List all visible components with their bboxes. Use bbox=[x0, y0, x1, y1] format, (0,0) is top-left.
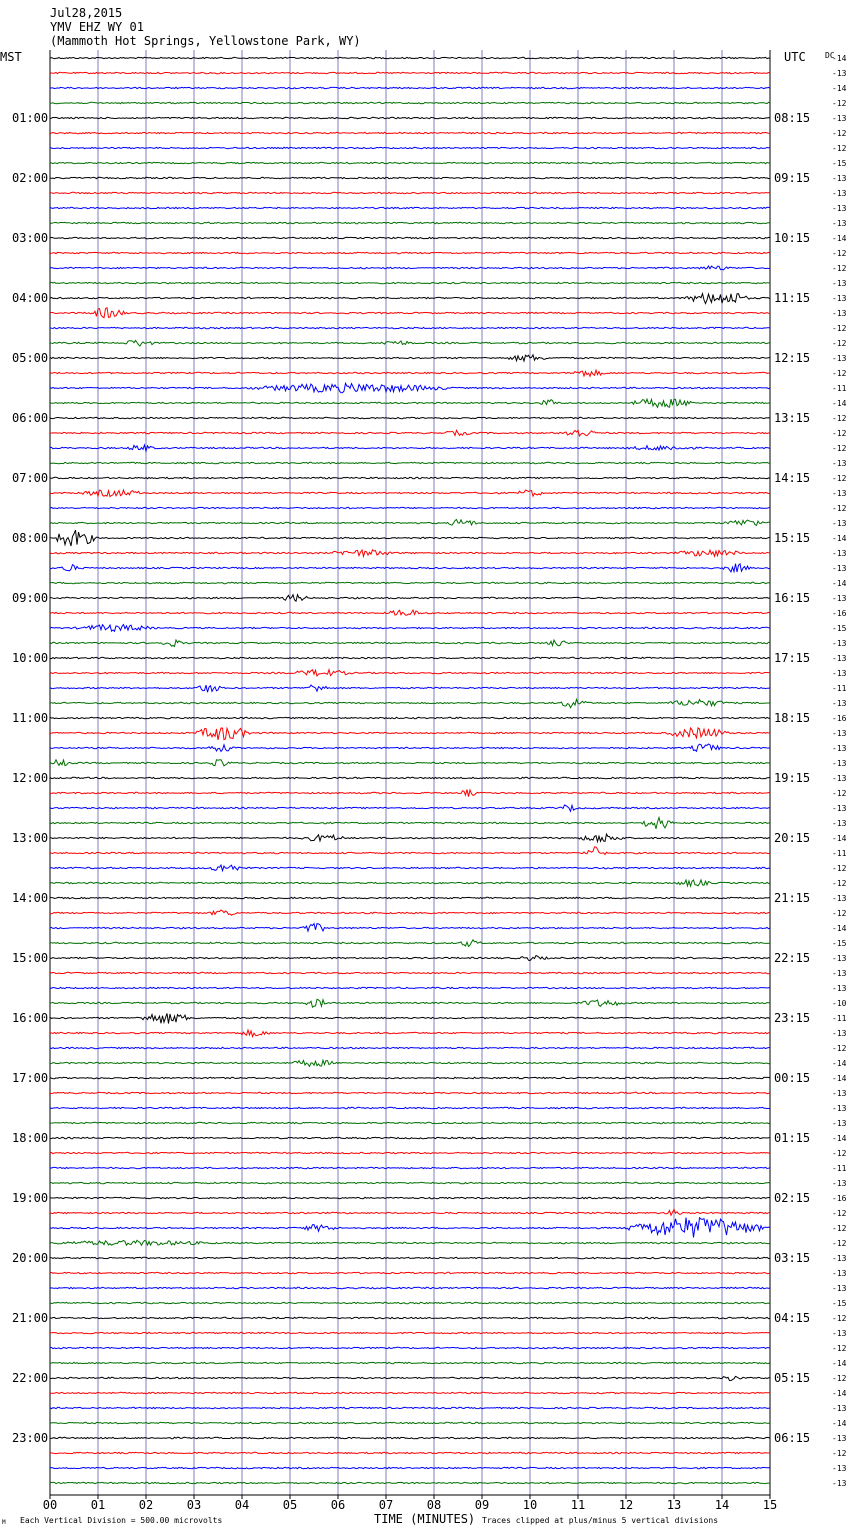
dc-offset-value: -12 bbox=[832, 1149, 847, 1158]
dc-offset-value: -13 bbox=[832, 744, 847, 753]
trace-row-28 bbox=[50, 477, 770, 478]
trace-row-40 bbox=[50, 657, 770, 658]
x-axis-title: TIME (MINUTES) bbox=[374, 1512, 476, 1526]
trace-row-52 bbox=[50, 834, 770, 842]
dc-offset-value: -13 bbox=[832, 1029, 847, 1038]
left-hour-label: 20:00 bbox=[12, 1251, 49, 1265]
trace-row-44 bbox=[50, 717, 770, 718]
right-hour-label: 04:15 bbox=[774, 1311, 811, 1325]
dc-offset-value: -13 bbox=[832, 819, 847, 828]
header-date: Jul28,2015 bbox=[50, 6, 123, 20]
dc-offset-value: -12 bbox=[832, 474, 847, 483]
trace-row-41 bbox=[50, 670, 770, 676]
trace-row-78 bbox=[50, 1218, 770, 1238]
trace-row-60 bbox=[50, 956, 770, 961]
dc-offset-value: -11 bbox=[832, 1014, 847, 1023]
trace-row-94 bbox=[50, 1467, 770, 1468]
x-tick-label: 11 bbox=[570, 1498, 586, 1512]
trace-row-56 bbox=[50, 897, 770, 898]
dc-offset-value: -14 bbox=[832, 54, 847, 63]
trace-row-90 bbox=[50, 1407, 770, 1408]
x-tick-label: 00 bbox=[42, 1498, 58, 1512]
trace-row-18 bbox=[50, 327, 770, 328]
dc-offset-value: -13 bbox=[832, 294, 847, 303]
dc-offset-value: -12 bbox=[832, 429, 847, 438]
trace-row-71 bbox=[50, 1122, 770, 1123]
trace-row-11 bbox=[50, 222, 770, 223]
trace-row-61 bbox=[50, 972, 770, 973]
dc-offset-value: -12 bbox=[832, 264, 847, 273]
x-tick-label: 07 bbox=[378, 1498, 394, 1512]
x-tick-label: 09 bbox=[474, 1498, 490, 1512]
left-hour-label: 05:00 bbox=[12, 351, 49, 365]
trace-row-39 bbox=[50, 640, 770, 646]
x-tick-label: 01 bbox=[90, 1498, 106, 1512]
dc-offset-value: -11 bbox=[832, 849, 847, 858]
dc-offset-value: -12 bbox=[832, 129, 847, 138]
right-hour-label: 13:15 bbox=[774, 411, 811, 425]
trace-row-32 bbox=[50, 530, 770, 546]
dc-offset-value: -15 bbox=[832, 159, 847, 168]
trace-row-46 bbox=[50, 744, 770, 752]
dc-offset-value: -14 bbox=[832, 1059, 847, 1068]
dc-offset-value: -13 bbox=[832, 894, 847, 903]
right-hour-label: 23:15 bbox=[774, 1011, 811, 1025]
right-hour-label: 16:15 bbox=[774, 591, 811, 605]
dc-offset-value: -13 bbox=[832, 1119, 847, 1128]
vertical-division-note: Each Vertical Division = 500.00 microvolts bbox=[20, 1516, 223, 1525]
right-hour-label: 05:15 bbox=[774, 1371, 811, 1385]
dc-offset-value: -12 bbox=[832, 1239, 847, 1248]
dc-offset-value: -13 bbox=[832, 1434, 847, 1443]
dc-offset-value: -12 bbox=[832, 1449, 847, 1458]
dc-offset-value: -13 bbox=[832, 1284, 847, 1293]
dc-offset-value: -12 bbox=[832, 1314, 847, 1323]
x-tick-label: 05 bbox=[282, 1498, 298, 1512]
x-tick-label: 08 bbox=[426, 1498, 442, 1512]
trace-row-9 bbox=[50, 192, 770, 193]
trace-row-17 bbox=[50, 308, 770, 318]
dc-offset-value: -13 bbox=[832, 954, 847, 963]
right-hour-label: 14:15 bbox=[774, 471, 811, 485]
trace-row-29 bbox=[50, 490, 770, 497]
dc-offset-value: -13 bbox=[832, 489, 847, 498]
trace-row-30 bbox=[50, 507, 770, 508]
dc-offset-value: -14 bbox=[832, 1134, 847, 1143]
dc-offset-value: -14 bbox=[832, 579, 847, 588]
dc-offset-value: -13 bbox=[832, 519, 847, 528]
trace-row-20 bbox=[50, 355, 770, 361]
trace-row-74 bbox=[50, 1167, 770, 1168]
x-tick-label: 10 bbox=[522, 1498, 538, 1512]
trace-row-43 bbox=[50, 699, 770, 707]
trace-row-95 bbox=[50, 1482, 770, 1483]
trace-row-34 bbox=[50, 564, 770, 572]
trace-row-88 bbox=[50, 1376, 770, 1380]
dc-offset-value: -12 bbox=[832, 789, 847, 798]
header-station: YMV EHZ WY 01 bbox=[50, 20, 144, 34]
trace-rows bbox=[50, 57, 770, 1483]
trace-row-89 bbox=[50, 1392, 770, 1393]
dc-offset-value: -15 bbox=[832, 939, 847, 948]
dc-offset-value: -14 bbox=[832, 1389, 847, 1398]
left-hour-label: 14:00 bbox=[12, 891, 49, 905]
dc-offset-value: -12 bbox=[832, 909, 847, 918]
trace-row-57 bbox=[50, 910, 770, 915]
trace-row-53 bbox=[50, 847, 770, 855]
right-hour-label: 21:15 bbox=[774, 891, 811, 905]
dc-offset-value: -12 bbox=[832, 249, 847, 258]
right-hour-label: 18:15 bbox=[774, 711, 811, 725]
dc-offset-column bbox=[832, 54, 847, 1488]
trace-row-87 bbox=[50, 1362, 770, 1363]
dc-offset-value: -14 bbox=[832, 1074, 847, 1083]
dc-offset-value: -12 bbox=[832, 414, 847, 423]
dc-offset-value: -13 bbox=[832, 984, 847, 993]
minute-gridlines bbox=[50, 50, 770, 1495]
trace-row-3 bbox=[50, 102, 770, 103]
left-hour-label: 02:00 bbox=[12, 171, 49, 185]
trace-row-65 bbox=[50, 1030, 770, 1037]
right-hour-label: 10:15 bbox=[774, 231, 811, 245]
trace-row-50 bbox=[50, 805, 770, 811]
trace-row-5 bbox=[50, 132, 770, 133]
trace-row-48 bbox=[50, 777, 770, 778]
left-hour-label: 10:00 bbox=[12, 651, 49, 665]
left-timezone-label: MST bbox=[0, 50, 22, 64]
x-tick-label: 04 bbox=[234, 1498, 250, 1512]
left-hour-label: 23:00 bbox=[12, 1431, 49, 1445]
trace-row-45 bbox=[50, 728, 770, 740]
dc-offset-value: -13 bbox=[832, 1329, 847, 1338]
dc-offset-value: -12 bbox=[832, 339, 847, 348]
dc-offset-value: -13 bbox=[832, 1179, 847, 1188]
trace-row-27 bbox=[50, 462, 770, 463]
dc-offset-value: -13 bbox=[832, 1104, 847, 1113]
x-tick-label: 03 bbox=[186, 1498, 202, 1512]
trace-row-51 bbox=[50, 818, 770, 829]
dc-offset-value: -13 bbox=[832, 459, 847, 468]
trace-row-73 bbox=[50, 1152, 770, 1153]
dc-offset-value: -11 bbox=[832, 684, 847, 693]
right-hour-label: 02:15 bbox=[774, 1191, 811, 1205]
left-hour-label: 06:00 bbox=[12, 411, 49, 425]
dc-offset-value: -13 bbox=[832, 114, 847, 123]
trace-row-12 bbox=[50, 237, 770, 238]
trace-row-23 bbox=[50, 399, 770, 407]
dc-offset-value: -12 bbox=[832, 879, 847, 888]
right-hour-label: 01:15 bbox=[774, 1131, 811, 1145]
dc-offset-value: -16 bbox=[832, 1194, 847, 1203]
dc-offset-value: -14 bbox=[832, 1419, 847, 1428]
trace-row-16 bbox=[50, 294, 770, 304]
trace-row-37 bbox=[50, 610, 770, 615]
right-hour-label: 06:15 bbox=[774, 1431, 811, 1445]
trace-row-82 bbox=[50, 1287, 770, 1288]
left-hour-label: 03:00 bbox=[12, 231, 49, 245]
dc-offset-value: -13 bbox=[832, 219, 847, 228]
trace-row-8 bbox=[50, 177, 770, 178]
trace-row-92 bbox=[50, 1437, 770, 1438]
dc-offset-value: -13 bbox=[832, 174, 847, 183]
trace-row-25 bbox=[50, 430, 770, 436]
trace-row-86 bbox=[50, 1347, 770, 1348]
left-hour-label: 21:00 bbox=[12, 1311, 49, 1325]
left-hour-label: 22:00 bbox=[12, 1371, 49, 1385]
dc-offset-value: -15 bbox=[832, 624, 847, 633]
dc-offset-value: -14 bbox=[832, 534, 847, 543]
trace-row-72 bbox=[50, 1137, 770, 1138]
right-hour-label: 17:15 bbox=[774, 651, 811, 665]
left-hour-label: 13:00 bbox=[12, 831, 49, 845]
clip-note: Traces clipped at plus/minus 5 vertical divisions bbox=[482, 1516, 719, 1525]
dc-offset-value: -14 bbox=[832, 834, 847, 843]
trace-row-31 bbox=[50, 520, 770, 526]
dc-offset-value: -13 bbox=[832, 309, 847, 318]
trace-row-93 bbox=[50, 1452, 770, 1453]
dc-offset-value: -10 bbox=[832, 999, 847, 1008]
x-axis-ticks bbox=[43, 1495, 777, 1512]
right-hour-label: 20:15 bbox=[774, 831, 811, 845]
dc-offset-value: -12 bbox=[832, 1374, 847, 1383]
corner-mark: M bbox=[2, 1519, 6, 1526]
dc-offset-value: -13 bbox=[832, 699, 847, 708]
dc-offset-value: -13 bbox=[832, 759, 847, 768]
right-hour-label: 00:15 bbox=[774, 1071, 811, 1085]
left-hour-label: 15:00 bbox=[12, 951, 49, 965]
trace-row-70 bbox=[50, 1107, 770, 1108]
trace-row-22 bbox=[50, 383, 770, 392]
left-hour-label: 12:00 bbox=[12, 771, 49, 785]
dc-offset-value: -13 bbox=[832, 1254, 847, 1263]
dc-offset-value: -12 bbox=[832, 864, 847, 873]
dc-offset-value: -12 bbox=[832, 1044, 847, 1053]
trace-row-24 bbox=[50, 417, 770, 418]
dc-offset-value: -16 bbox=[832, 714, 847, 723]
dc-offset-value: -12 bbox=[832, 1224, 847, 1233]
dc-offset-value: -13 bbox=[832, 69, 847, 78]
trace-row-4 bbox=[50, 117, 770, 118]
left-hour-label: 08:00 bbox=[12, 531, 49, 545]
trace-row-62 bbox=[50, 987, 770, 988]
trace-row-0 bbox=[50, 57, 770, 58]
left-hour-label: 18:00 bbox=[12, 1131, 49, 1145]
trace-row-33 bbox=[50, 550, 770, 557]
right-hour-label: 22:15 bbox=[774, 951, 811, 965]
trace-row-38 bbox=[50, 625, 770, 632]
right-hour-label: 15:15 bbox=[774, 531, 811, 545]
left-hour-label: 01:00 bbox=[12, 111, 49, 125]
trace-row-35 bbox=[50, 582, 770, 583]
dc-offset-value: -11 bbox=[832, 384, 847, 393]
x-tick-label: 02 bbox=[138, 1498, 154, 1512]
left-hour-label: 19:00 bbox=[12, 1191, 49, 1205]
dc-offset-value: -13 bbox=[832, 969, 847, 978]
trace-row-15 bbox=[50, 282, 770, 283]
dc-offset-value: -13 bbox=[832, 1269, 847, 1278]
trace-row-67 bbox=[50, 1060, 770, 1066]
trace-row-1 bbox=[50, 72, 770, 73]
left-hour-label: 09:00 bbox=[12, 591, 49, 605]
trace-row-80 bbox=[50, 1257, 770, 1258]
dc-offset-heading: DC bbox=[825, 51, 835, 60]
dc-offset-value: -12 bbox=[832, 1344, 847, 1353]
dc-offset-value: -13 bbox=[832, 564, 847, 573]
trace-row-42 bbox=[50, 685, 770, 692]
dc-offset-value: -12 bbox=[832, 444, 847, 453]
x-tick-label: 13 bbox=[666, 1498, 682, 1512]
x-tick-label: 15 bbox=[762, 1498, 778, 1512]
dc-offset-value: -13 bbox=[832, 279, 847, 288]
dc-offset-value: -14 bbox=[832, 924, 847, 933]
left-hour-label: 04:00 bbox=[12, 291, 49, 305]
dc-offset-value: -13 bbox=[832, 654, 847, 663]
dc-offset-value: -11 bbox=[832, 1164, 847, 1173]
x-tick-label: 12 bbox=[618, 1498, 634, 1512]
right-hour-label: 11:15 bbox=[774, 291, 811, 305]
dc-offset-value: -12 bbox=[832, 369, 847, 378]
trace-row-36 bbox=[50, 595, 770, 602]
trace-row-85 bbox=[50, 1332, 770, 1333]
dc-offset-value: -13 bbox=[832, 1464, 847, 1473]
header-location: (Mammoth Hot Springs, Yellowstone Park, WY) bbox=[50, 34, 361, 48]
trace-row-26 bbox=[50, 445, 770, 451]
trace-row-69 bbox=[50, 1092, 770, 1093]
dc-offset-value: -13 bbox=[832, 594, 847, 603]
trace-row-79 bbox=[50, 1240, 770, 1245]
trace-row-77 bbox=[50, 1209, 770, 1215]
trace-row-47 bbox=[50, 760, 770, 766]
dc-offset-value: -14 bbox=[832, 84, 847, 93]
dc-offset-value: -13 bbox=[832, 1089, 847, 1098]
dc-offset-value: -12 bbox=[832, 324, 847, 333]
left-hour-label: 17:00 bbox=[12, 1071, 49, 1085]
dc-offset-value: -15 bbox=[832, 1299, 847, 1308]
trace-row-2 bbox=[50, 87, 770, 88]
dc-offset-value: -12 bbox=[832, 1209, 847, 1218]
left-hour-label: 07:00 bbox=[12, 471, 49, 485]
trace-row-6 bbox=[50, 147, 770, 148]
trace-row-54 bbox=[50, 865, 770, 871]
dc-offset-value: -13 bbox=[832, 669, 847, 678]
dc-offset-value: -13 bbox=[832, 804, 847, 813]
left-hour-label: 16:00 bbox=[12, 1011, 49, 1025]
trace-row-81 bbox=[50, 1272, 770, 1273]
trace-row-13 bbox=[50, 252, 770, 253]
right-hour-label: 08:15 bbox=[774, 111, 811, 125]
dc-offset-value: -14 bbox=[832, 399, 847, 408]
trace-row-84 bbox=[50, 1317, 770, 1318]
trace-row-63 bbox=[50, 999, 770, 1007]
trace-row-10 bbox=[50, 207, 770, 208]
dc-offset-value: -14 bbox=[832, 234, 847, 243]
trace-row-55 bbox=[50, 880, 770, 886]
trace-row-66 bbox=[50, 1047, 770, 1048]
trace-row-64 bbox=[50, 1013, 770, 1023]
dc-offset-value: -13 bbox=[832, 774, 847, 783]
trace-row-75 bbox=[50, 1182, 770, 1183]
left-hour-label: 11:00 bbox=[12, 711, 49, 725]
dc-offset-value: -13 bbox=[832, 1404, 847, 1413]
x-tick-label: 14 bbox=[714, 1498, 730, 1512]
right-timezone-label: UTC bbox=[784, 50, 806, 64]
trace-row-7 bbox=[50, 162, 770, 163]
trace-row-14 bbox=[50, 266, 770, 270]
right-hour-label: 19:15 bbox=[774, 771, 811, 785]
dc-offset-value: -13 bbox=[832, 639, 847, 648]
right-hour-label: 03:15 bbox=[774, 1251, 811, 1265]
trace-row-21 bbox=[50, 370, 770, 376]
dc-offset-value: -12 bbox=[832, 144, 847, 153]
trace-row-83 bbox=[50, 1302, 770, 1303]
dc-offset-value: -13 bbox=[832, 354, 847, 363]
dc-offset-value: -13 bbox=[832, 204, 847, 213]
trace-row-59 bbox=[50, 940, 770, 947]
trace-row-19 bbox=[50, 340, 770, 346]
dc-offset-value: -14 bbox=[832, 1359, 847, 1368]
right-hour-label: 12:15 bbox=[774, 351, 811, 365]
right-hour-label: 09:15 bbox=[774, 171, 811, 185]
trace-row-49 bbox=[50, 790, 770, 797]
trace-row-68 bbox=[50, 1077, 770, 1078]
dc-offset-value: -13 bbox=[832, 189, 847, 198]
dc-offset-value: -13 bbox=[832, 729, 847, 738]
dc-offset-value: -12 bbox=[832, 504, 847, 513]
trace-row-91 bbox=[50, 1422, 770, 1423]
x-tick-label: 06 bbox=[330, 1498, 346, 1512]
dc-offset-value: -13 bbox=[832, 549, 847, 558]
dc-offset-value: -13 bbox=[832, 1479, 847, 1488]
dc-offset-value: -16 bbox=[832, 609, 847, 618]
trace-row-58 bbox=[50, 924, 770, 932]
trace-row-76 bbox=[50, 1197, 770, 1198]
dc-offset-value: -12 bbox=[832, 99, 847, 108]
